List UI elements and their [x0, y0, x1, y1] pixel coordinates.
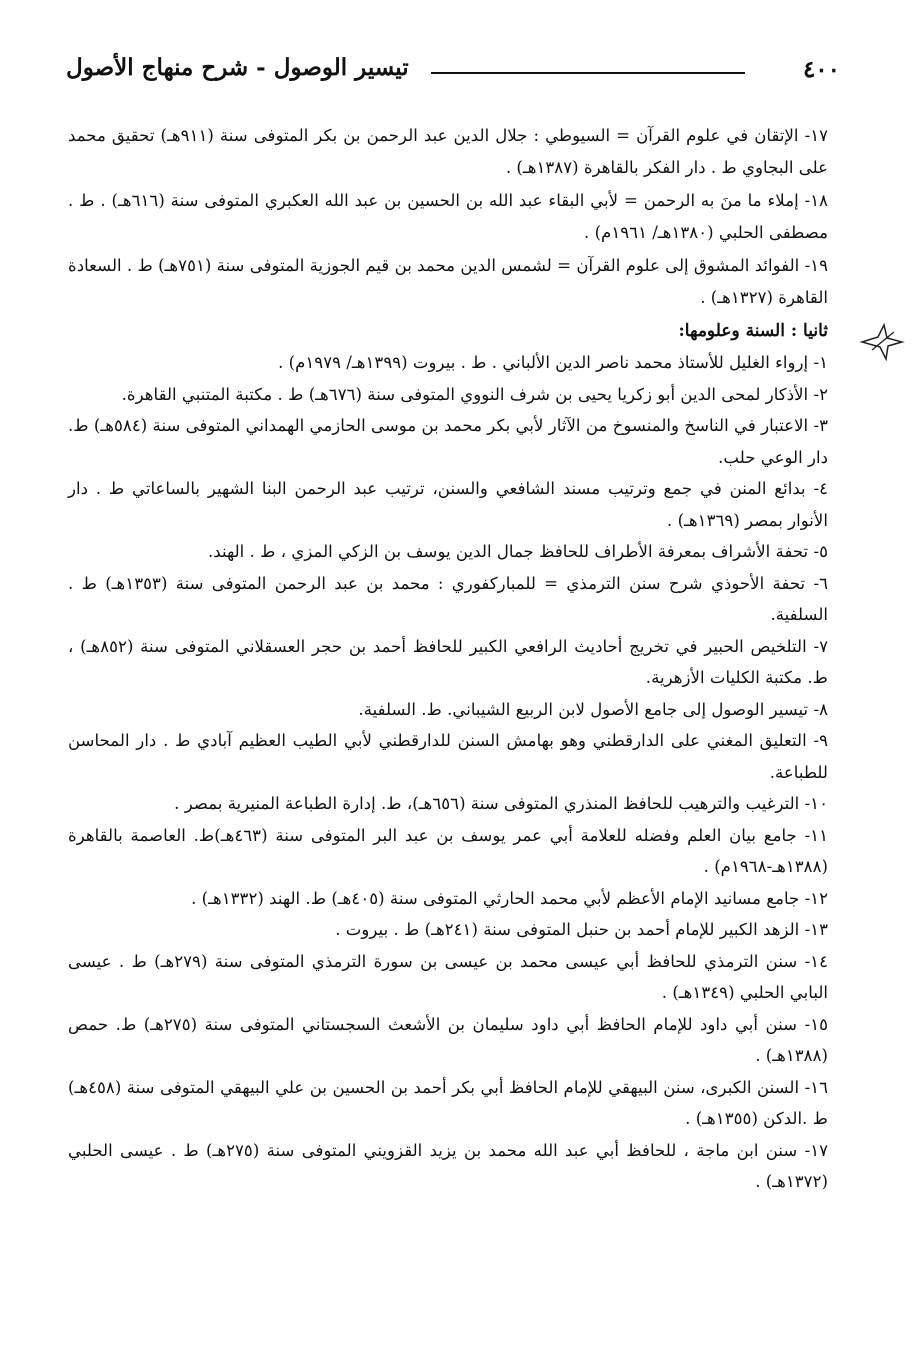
page-header [66, 52, 840, 92]
item-text: الترغيب والترهيب للحافظ المنذري المتوفى سنة (٦٥٦هـ)، ط. إدارة الطباعة المنيرية بمصر . [174, 794, 800, 813]
header-rule [431, 72, 745, 74]
item-text: السنن الكبرى، سنن البيهقي للإمام الحافظ أبي بكر أحمد بن الحسين بن علي البيهقي المتوفى سنة (٤٥٨هـ) ط .الدكن (١٣٥٥هـ) . [68, 1077, 828, 1128]
list-item [68, 120, 828, 183]
item-text: الأذكار لمحى الدين أبو زكريا يحيى بن شرف النووي المتوفى سنة (٦٧٦هـ) ط . مكتبة المتنبي القاهرة. [121, 384, 809, 404]
list-item [68, 694, 828, 726]
item-number: ٢- [813, 384, 828, 404]
list-item [68, 631, 828, 694]
item-number: ١٣- [804, 920, 828, 939]
item-text: سنن الترمذي للحافظ أبي عيسى محمد بن عيسى بن سورة الترمذي المتوفى سنة (٢٧٩هـ) ط . عيسى البابي الحلبي (١٣٤٩هـ) . [68, 951, 828, 1002]
item-text: التعليق المغني على الدارقطني وهو بهامش السنن للدارقطني لأبي الطيب العظيم آبادي ط . دار المحاسن للطباعة. [68, 731, 828, 782]
item-number: ١٠- [804, 794, 828, 813]
list-item [68, 185, 828, 248]
item-text: تحفة الأشراف بمعرفة الأطراف للحافظ جمال الدين يوسف بن الزكي المزي ، ط . الهند. [207, 542, 809, 561]
item-number: ٣- [813, 416, 828, 435]
item-text: التلخيص الحبير في تخريج أحاديث الرافعي الكبير للحافظ أحمد بن حجر العسقلاني المتوفى سنة (٨٥٢هـ) ، ط. مكتبة الكليات الأزهرية. [68, 636, 828, 687]
item-number: ١٩- [804, 256, 828, 275]
item-text: الفوائد المشوق إلى علوم القرآن = لشمس الدين محمد بن قيم الجوزية المتوفى سنة (٧٥١هـ) ط . السعادة القاهرة (١٣٢٧هـ) . [68, 256, 828, 307]
list-item [68, 725, 828, 788]
item-number: ٤- [813, 479, 829, 498]
section2-list [68, 347, 828, 1198]
item-number: ١٥- [804, 1014, 829, 1034]
item-text: إرواء الغليل للأستاذ محمد ناصر الدين الألباني . ط . بيروت (١٣٩٩هـ/ ١٩٧٩م) . [278, 353, 809, 372]
item-text: إملاء ما منَ به الرحمن = لأبي البقاء عبد الله بن الحسين بن عبد الله العكبري المتوفى سنة (٦١٦هـ) . ط . مصطفى الحلبي (١٣٨٠هـ/ ١٩٦١م) . [68, 191, 828, 242]
item-number: ١- [813, 353, 828, 372]
list-item [68, 410, 828, 473]
list-item [68, 250, 828, 313]
list-item [68, 946, 828, 1009]
item-number: ٩- [813, 731, 828, 750]
item-number: ٦- [813, 573, 828, 593]
item-text: الاعتبار في الناسخ والمنسوخ من الآثار لأبي بكر محمد بن موسى الحازمي الهمداني المتوفى سنة (٥٨٤هـ) ط. دار الوعي حلب. [68, 416, 828, 467]
item-number: ٥- [813, 542, 828, 561]
list-item [68, 914, 828, 946]
item-number: ٧- [813, 636, 829, 656]
item-number: ١٢- [804, 888, 828, 908]
item-number: ٨- [813, 699, 828, 719]
item-number: ١٦- [804, 1077, 828, 1097]
list-item [68, 347, 828, 379]
section-heading: ثانيا : السنة وعلومها: [678, 321, 828, 341]
item-text: سنن أبي داود للإمام الحافظ أبي داود سليمان بن الأشعث السجستاني المتوفى سنة (٢٧٥هـ) ط. حمص (١٣٨٨هـ) . [68, 1014, 828, 1065]
item-number: ١٨- [804, 191, 829, 210]
item-text: تحفة الأحوذي شرح سنن الترمذي = للمباركفوري : محمد بن عبد الرحمن المتوفى سنة (١٣٥٣هـ) ط . السلفية. [68, 573, 828, 624]
list-item [68, 788, 828, 820]
list-item [68, 379, 828, 411]
page-number: ٤٠٠ [802, 56, 840, 83]
list-item [68, 820, 828, 883]
star-annotation-icon [858, 322, 906, 362]
running-title: تيسير الوصول - شرح منهاج الأصول [66, 54, 409, 81]
item-text: جامع مسانيد الإمام الأعظم لأبي محمد الحارثي المتوفى سنة (٤٠٥هـ) ط. الهند (١٣٣٢هـ) . [191, 888, 800, 908]
item-text: تيسير الوصول إلى جامع الأصول لابن الربيع الشيباني. ط. السلفية. [358, 699, 809, 719]
item-text: الزهد الكبير للإمام أحمد بن حنبل المتوفى سنة (٢٤١هـ) ط . بيروت . [335, 920, 800, 939]
item-text: سنن ابن ماجة ، للحافظ أبي عبد الله محمد بن يزيد القزويني المتوفى سنة (٢٧٥هـ) ط . عيسى الحلبي (١٣٧٢هـ) . [68, 1140, 828, 1191]
item-number: ١١- [804, 825, 828, 845]
list-item [68, 1135, 828, 1198]
item-text: بدائع المنن في جمع وترتيب مسند الشافعي والسنن، ترتيب عبد الرحمن البنا الشهير بالساعاتي ط . دار الأنوار بمصر (١٣٦٩هـ) . [68, 479, 828, 530]
item-text: جامع بيان العلم وفضله للعلامة أبي عمر يوسف بن عبد البر المتوفى سنة (٤٦٣هـ)ط. العاصمة بالقاهرة (١٣٨٨هـ-١٩٦٨م) . [68, 825, 828, 876]
list-item [68, 473, 828, 536]
item-number: ١٤- [804, 951, 828, 971]
group1-list [68, 120, 828, 313]
list-item [68, 1072, 828, 1135]
list-item [68, 883, 828, 915]
list-item [68, 568, 828, 631]
item-number: ١٧- [804, 1140, 829, 1160]
list-item [68, 1009, 828, 1072]
bibliography-content [68, 120, 828, 1198]
item-text: الإتقان في علوم القرآن = السيوطي : جلال الدين عبد الرحمن بن بكر المتوفى سنة (٩١١هـ) تحقيق محمد على البجاوي ط . دار الفكر بالقاهرة (١٣٨٧هـ) . [68, 126, 828, 177]
item-number: ١٧- [804, 126, 829, 145]
list-item [68, 536, 828, 568]
